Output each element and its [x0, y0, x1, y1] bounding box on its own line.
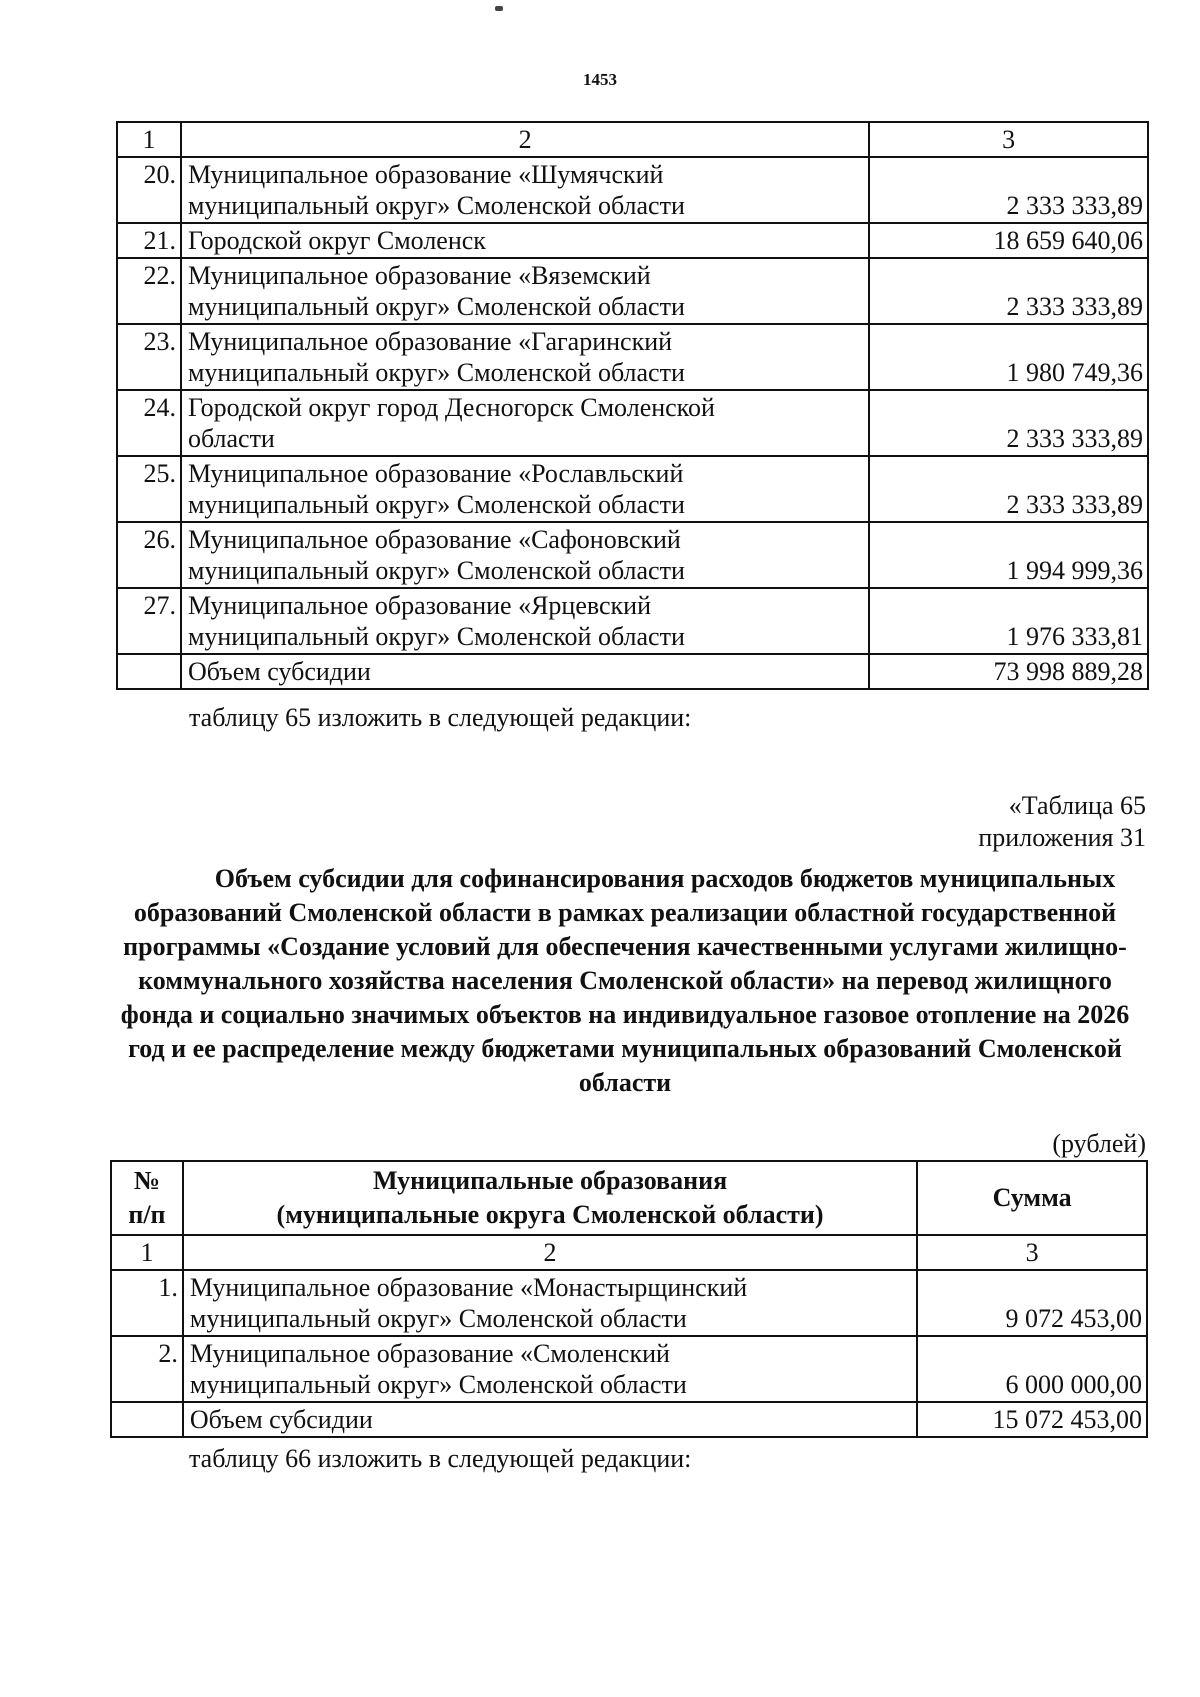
row-name-line: Муниципальное образование «Гагаринский — [187, 327, 673, 356]
table-reference — [978, 790, 1146, 854]
row-name-line: Городской округ город Десногорск Смоленской — [187, 393, 715, 422]
table-row — [117, 223, 1148, 258]
row-number: 27. — [117, 588, 181, 654]
header-municipalities — [183, 1161, 917, 1235]
row-sum: 1 994 999,36 — [869, 522, 1148, 588]
header-number — [111, 1161, 183, 1235]
row-sum: 2 333 333,89 — [869, 456, 1148, 522]
column-number-row — [117, 122, 1148, 157]
row-name-line: муниципальный округ» Смоленской области — [187, 358, 685, 387]
row-name-line: Муниципальное образование «Вяземский — [187, 261, 651, 290]
total-sum: 15 072 453,00 — [917, 1402, 1147, 1437]
scan-artifact — [495, 6, 503, 11]
column-number-1: 1 — [111, 1235, 183, 1270]
header-municipalities-line: (муниципальные округа Смоленской области) — [276, 1200, 824, 1229]
column-number-2: 2 — [183, 1235, 917, 1270]
table-reference-line: приложения 31 — [978, 823, 1146, 852]
total-row — [117, 654, 1148, 689]
table-reference-line: «Таблица 65 — [1008, 791, 1146, 820]
row-name-line: муниципальный округ» Смоленской области — [187, 191, 685, 220]
row-name — [181, 390, 869, 456]
subsidy-table-65 — [110, 1160, 1148, 1438]
row-number: 22. — [117, 258, 181, 324]
row-name — [181, 157, 869, 223]
row-name-line: муниципальный округ» Смоленской области — [187, 292, 685, 321]
row-sum: 1 976 333,81 — [869, 588, 1148, 654]
subsidy-table-continuation — [116, 121, 1149, 690]
units-label: (рублей) — [1052, 1129, 1146, 1158]
table-row — [117, 588, 1148, 654]
column-number-row — [111, 1235, 1147, 1270]
total-label: Объем субсидии — [183, 1402, 917, 1437]
row-name-line: области — [187, 424, 275, 453]
row-name-line: Муниципальное образование «Смоленский — [189, 1339, 670, 1368]
row-name — [181, 223, 869, 258]
row-name — [181, 588, 869, 654]
row-number: 1. — [111, 1270, 183, 1336]
header-number-line: № — [133, 1166, 161, 1195]
row-sum: 2 333 333,89 — [869, 258, 1148, 324]
row-name — [183, 1270, 917, 1336]
table-row — [117, 157, 1148, 223]
table-row — [117, 522, 1148, 588]
row-name-line: Муниципальное образование «Шумячский — [187, 160, 664, 189]
row-name — [181, 456, 869, 522]
row-name — [181, 522, 869, 588]
row-name — [181, 324, 869, 390]
row-number: 2. — [111, 1336, 183, 1402]
document-title: Объем субсидии для софинансирования расходов бюджетов муниципальных образований Смоленской области в рамках реализации областной государственной программы «Создание условий для обеспечения качественными услугами жилищно-коммунального хозяйства населения Смоленской области» на перевод жилищного фонда и социально значимых объектов на индивидуальное газовое отопление на 2026 год и ее распределение между бюджетами муниципальных образований Смоленской области — [120, 864, 1130, 1097]
column-number-2: 2 — [181, 122, 869, 157]
total-label: Объем субсидии — [181, 654, 869, 689]
row-name-line: муниципальный округ» Смоленской области — [187, 490, 685, 519]
total-row — [111, 1402, 1147, 1437]
table-header-row — [111, 1161, 1147, 1235]
row-number: 25. — [117, 456, 181, 522]
row-sum: 1 980 749,36 — [869, 324, 1148, 390]
row-name-line: муниципальный округ» Смоленской области — [187, 556, 685, 585]
row-sum: 18 659 640,06 — [869, 223, 1148, 258]
row-sum: 2 333 333,89 — [869, 157, 1148, 223]
row-name — [181, 258, 869, 324]
table-row — [117, 390, 1148, 456]
row-name-line: Муниципальное образование «Сафоновский — [187, 525, 681, 554]
row-name-line: Муниципальное образование «Ярцевский — [187, 591, 651, 620]
total-sum: 73 998 889,28 — [869, 654, 1148, 689]
header-sum: Сумма — [917, 1161, 1147, 1235]
row-number: 24. — [117, 390, 181, 456]
row-sum: 9 072 453,00 — [917, 1270, 1147, 1336]
row-sum: 2 333 333,89 — [869, 390, 1148, 456]
row-name-line: Городской округ Смоленск — [187, 226, 486, 255]
row-name-line: Муниципальное образование «Монастырщинский — [189, 1273, 748, 1302]
header-number-line: п/п — [128, 1200, 166, 1229]
row-name-line: муниципальный округ» Смоленской области — [189, 1304, 687, 1333]
table-row — [111, 1270, 1147, 1336]
total-number-cell — [111, 1402, 183, 1437]
header-municipalities-line: Муниципальные образования — [372, 1166, 728, 1195]
table-row — [117, 456, 1148, 522]
row-name-line: Муниципальное образование «Рославльский — [187, 459, 684, 488]
instruction-table-65: таблицу 65 изложить в следующей редакции: — [189, 703, 692, 732]
table-row — [117, 258, 1148, 324]
column-number-3: 3 — [917, 1235, 1147, 1270]
page-number: 1453 — [583, 70, 617, 89]
total-number-cell — [117, 654, 181, 689]
table-row — [111, 1336, 1147, 1402]
row-name — [183, 1336, 917, 1402]
row-name-line: муниципальный округ» Смоленской области — [187, 622, 685, 651]
row-number: 21. — [117, 223, 181, 258]
row-name-line: муниципальный округ» Смоленской области — [189, 1370, 687, 1399]
table-row — [117, 324, 1148, 390]
row-sum: 6 000 000,00 — [917, 1336, 1147, 1402]
row-number: 23. — [117, 324, 181, 390]
row-number: 26. — [117, 522, 181, 588]
column-number-3: 3 — [869, 122, 1148, 157]
row-number: 20. — [117, 157, 181, 223]
instruction-table-66: таблицу 66 изложить в следующей редакции: — [189, 1444, 692, 1473]
column-number-1: 1 — [117, 122, 181, 157]
